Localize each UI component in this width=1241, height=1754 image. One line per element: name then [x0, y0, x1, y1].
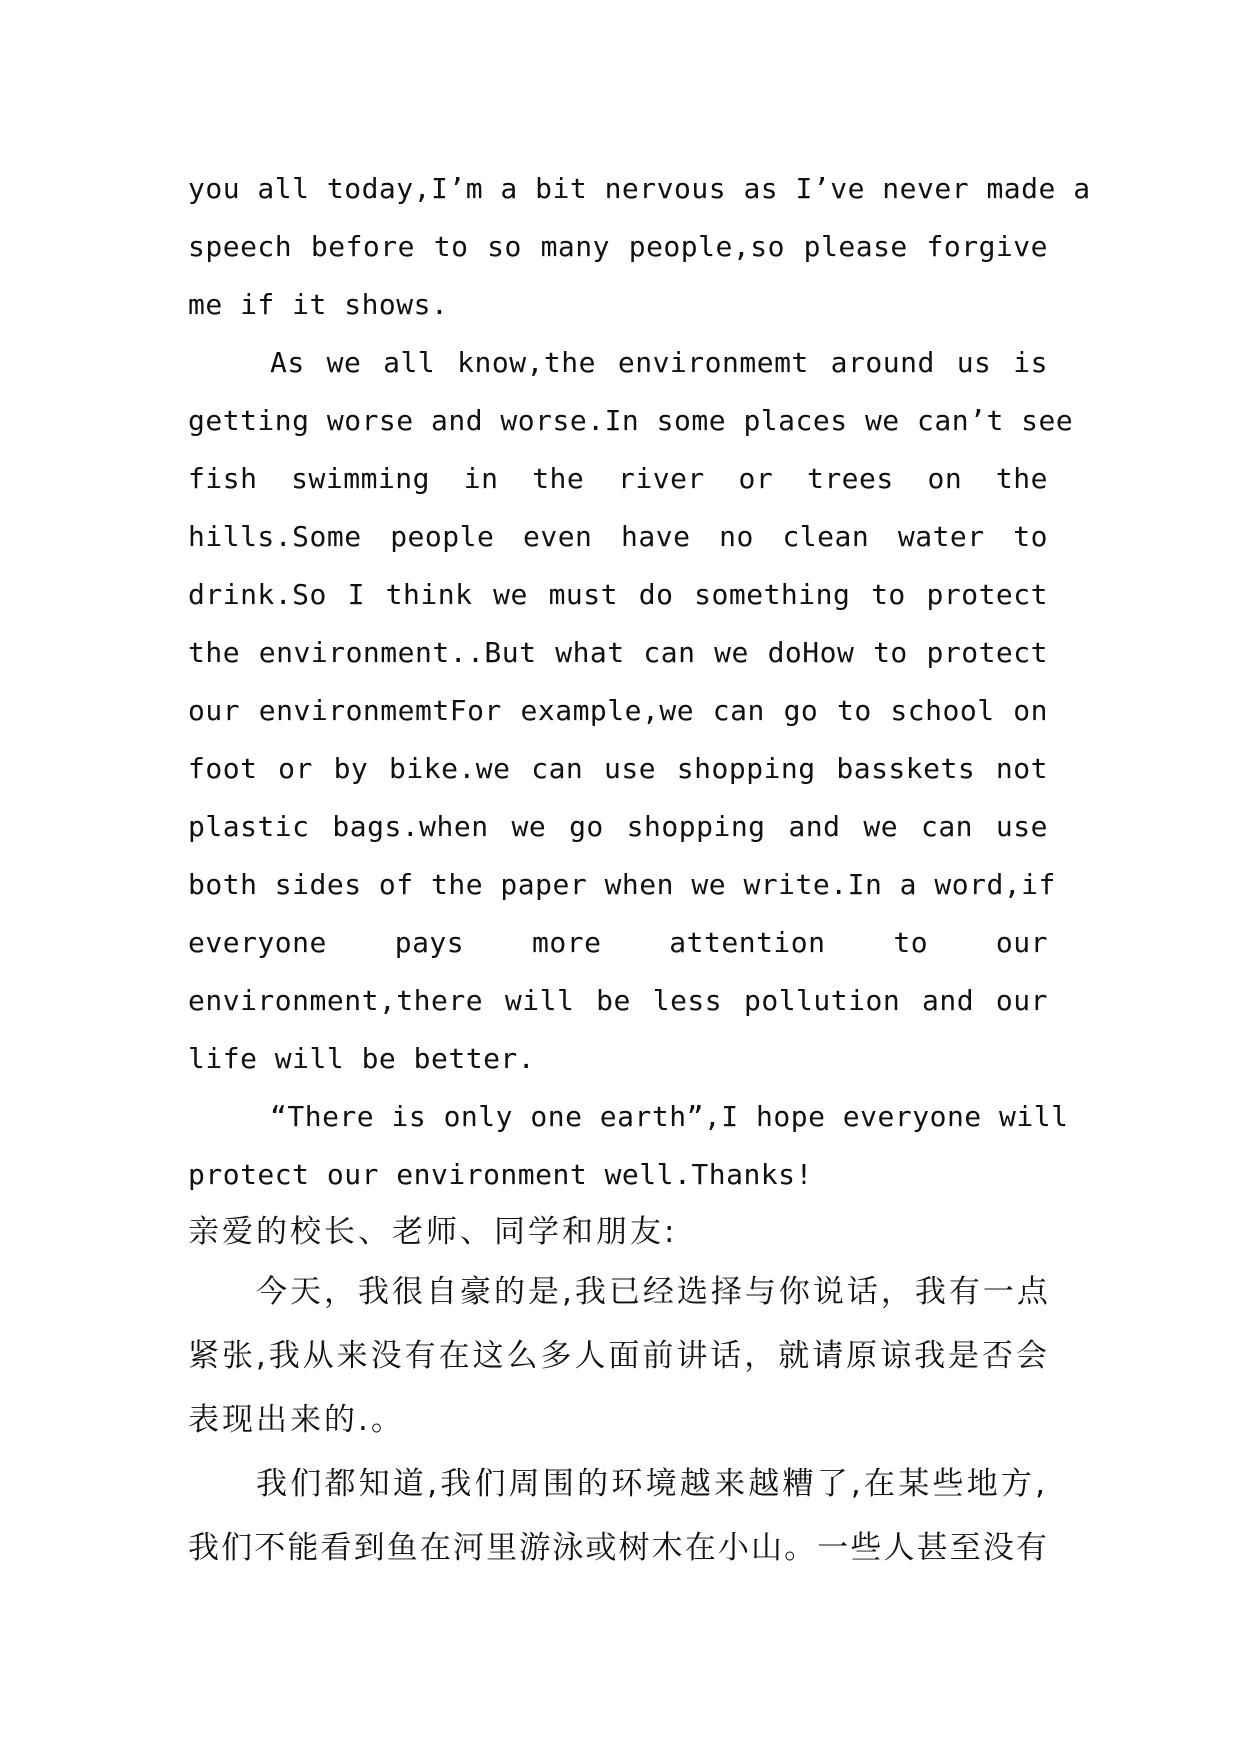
text-line: “There is only one earth”,I hope everyone will [270, 1100, 1069, 1133]
text-line: protect our environment well.Thanks! [188, 1158, 813, 1191]
text-line: fish swimming in the river or trees on the [188, 462, 1048, 495]
text-line: our environmemtFor example,we can go to school on [188, 694, 1048, 727]
text-line: both sides of the paper when we write.In a word,if [188, 868, 1056, 901]
salutation: 亲爱的校长、老师、同学和朋友: [188, 1214, 678, 1250]
text-line: speech before to so many people,so please forgive [188, 230, 1048, 263]
text-line: 紧张,我从来没有在这么多人面前讲话，就请原谅我是否会 [188, 1338, 1048, 1374]
text-line: everyone pays more attention to our [188, 926, 1048, 959]
text-line: 我们不能看到鱼在河里游泳或树木在小山。一些人甚至没有 [188, 1530, 1048, 1566]
text-line: plastic bags.when we go shopping and we can use [188, 810, 1048, 843]
text-line: you all today,I’m a bit nervous as I’ve never made a [188, 172, 1091, 205]
text-line: getting worse and worse.In some places we can’t see [188, 404, 1074, 437]
text-line: me if it shows. [188, 288, 449, 321]
text-line: the environment..But what can we doHow to protect [188, 636, 1048, 669]
text-line: drink.So I think we must do something to protect [188, 578, 1048, 611]
text-line: As we all know,the environmemt around us is [270, 346, 1048, 379]
text-line: 我们都知道,我们周围的环境越来越糟了,在某些地方, [256, 1466, 1048, 1502]
text-line: hills.Some people even have no clean water to [188, 520, 1048, 553]
text-line: foot or by bike.we can use shopping basskets not [188, 752, 1048, 785]
text-line: environment,there will be less pollution and our [188, 984, 1048, 1017]
text-line: 今天，我很自豪的是,我已经选择与你说话，我有一点 [256, 1274, 1051, 1310]
speech-text [188, 160, 1091, 1580]
text-line: life will be better. [188, 1042, 536, 1075]
text-line: 表现出来的.。 [188, 1402, 405, 1438]
